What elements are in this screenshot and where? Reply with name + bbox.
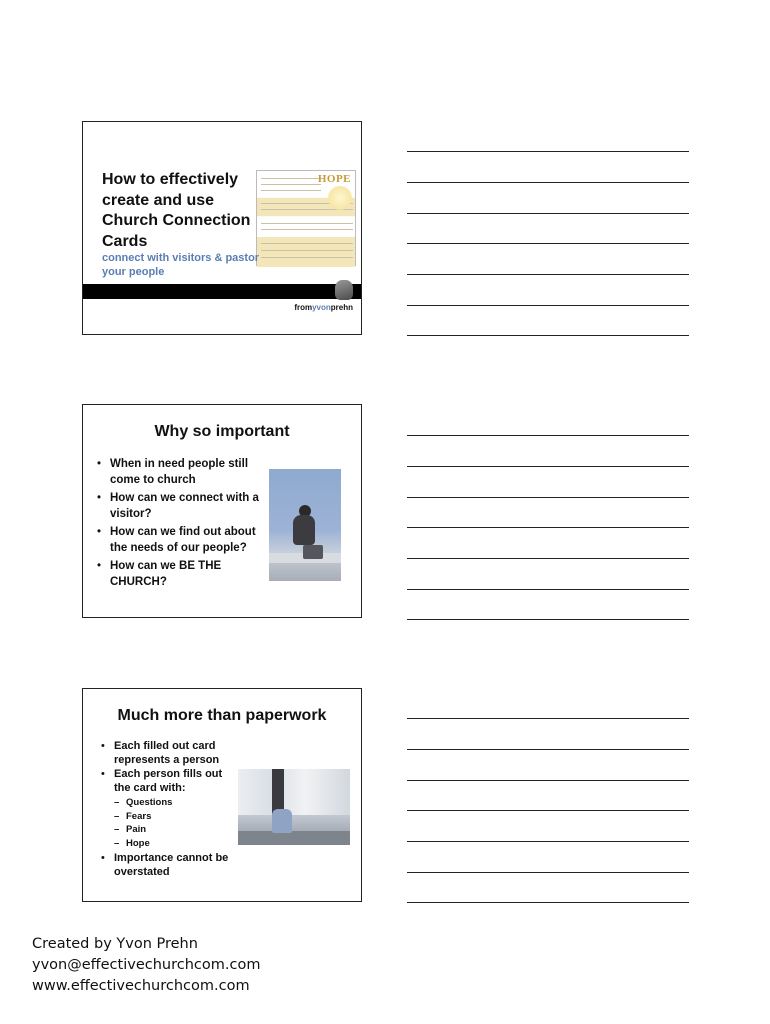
sub-list-item: – Pain [114,823,241,837]
list-item: • How can we BE THE CHURCH? [97,559,262,590]
list-item: • Each filled out card represents a person [101,740,241,767]
slide-2-title: Why so important [154,423,290,440]
card-logo: HOPE [317,173,351,185]
slide-3-title: Much more than paperwork [117,707,327,724]
sub-bullets [114,796,241,850]
brand-logo: fromyvonprehn [294,303,353,312]
author-website: www.effectivechurchcom.com [32,978,250,994]
sad-person-photo [269,469,341,581]
list-item: • How can we find out about the needs of our people? [97,525,262,556]
sub-list-item: – Questions [114,796,241,810]
author-name: Created by Yvon Prehn [32,936,198,952]
author-credit [32,934,352,997]
person-by-wall-photo [238,769,350,845]
list-item: • Each person fills out the card with: – Questions – Fears – Pain – Hope [101,768,241,850]
slide-3 [82,688,362,902]
author-email: yvon@effectivechurchcom.com [32,957,261,973]
author-photo [335,280,353,300]
slide-3-bullets [101,740,241,880]
slide-1 [82,121,362,335]
slide-2 [82,404,362,618]
sub-list-item: – Fears [114,810,241,824]
list-item: • When in need people still come to church [97,457,262,488]
slide-1-subtitle: connect with visitors & pastor your people [102,252,260,278]
slide-1-title: How to effectively create and use Church Connection Cards [102,171,251,250]
sun-graphic [327,185,353,211]
list-item: • How can we connect with a visitor? [97,491,262,522]
connection-card-image [256,170,356,266]
slide-1-footer-bar [83,284,361,299]
sub-list-item: – Hope [114,837,241,851]
list-item: • Importance cannot be overstated [101,852,241,879]
slide-2-bullets [97,457,262,593]
